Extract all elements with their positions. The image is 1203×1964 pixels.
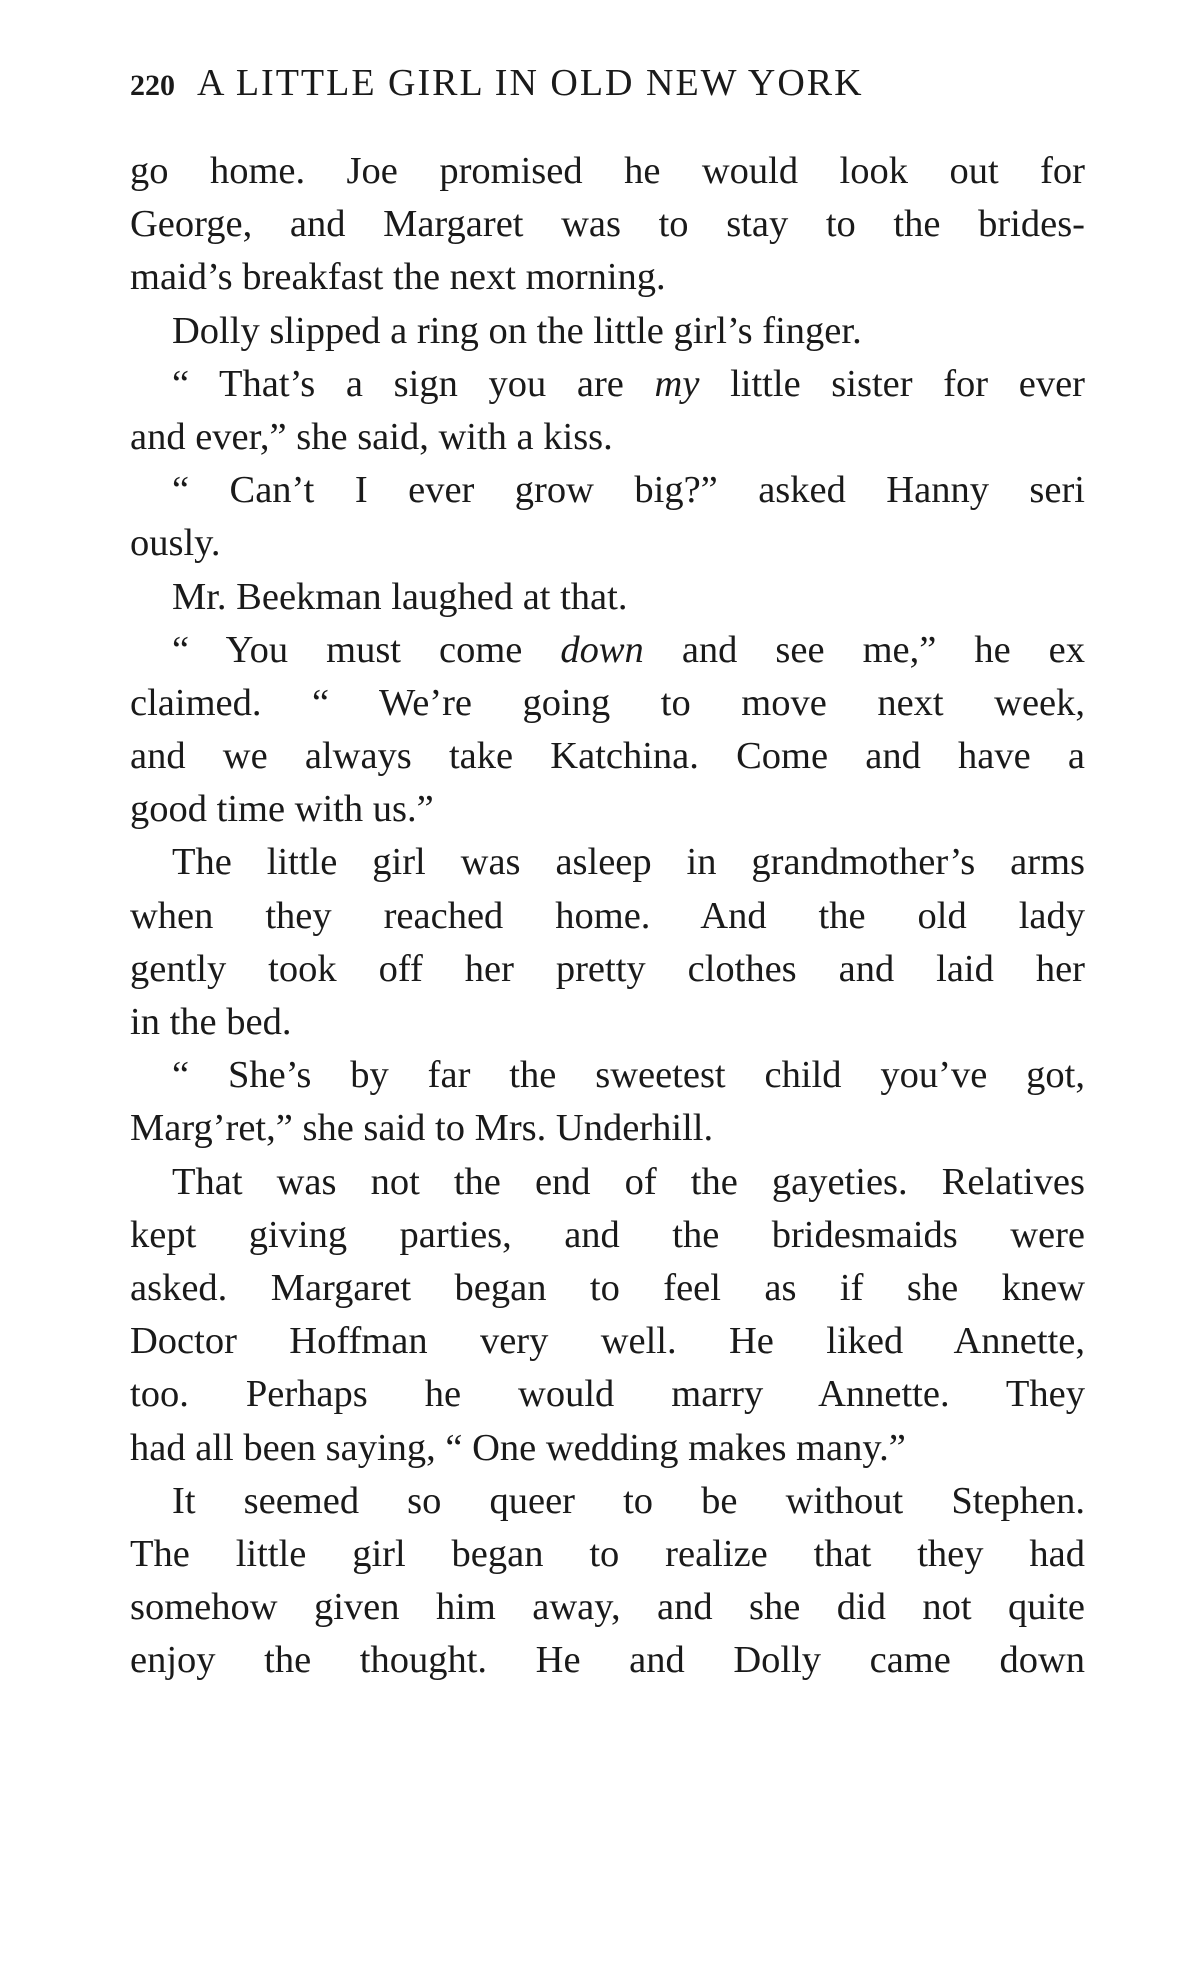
- text-line: [130, 358, 1085, 411]
- text-line: [130, 1475, 1085, 1528]
- text-line: [130, 624, 1085, 677]
- text-segment: too. Perhaps he would marry Annette. They: [130, 1373, 1085, 1416]
- italic-emphasis: my: [654, 362, 700, 405]
- text-segment: The little girl was asleep in grandmother’s arms: [172, 841, 1085, 884]
- text-line: [130, 1315, 1085, 1368]
- text-segment: “ You must come: [172, 628, 561, 671]
- text-line: [130, 198, 1085, 251]
- text-segment: maid’s breakfast the next morning.: [130, 256, 666, 299]
- text-line: [130, 943, 1085, 996]
- text-segment: go home. Joe promised he would look out for: [130, 150, 1085, 192]
- text-segment: and see me,” he ex: [643, 628, 1086, 671]
- text-segment: kept giving parties, and the bridesmaids were: [130, 1213, 1085, 1256]
- text-segment: Dolly slipped a ring on the little girl’s finger.: [172, 309, 862, 352]
- text-line: [130, 1209, 1085, 1262]
- text-segment: “ Can’t I ever grow big?” asked Hanny seri: [172, 469, 1085, 512]
- text-segment: The little girl began to realize that they had: [130, 1532, 1085, 1575]
- text-line: [130, 1634, 1085, 1687]
- text-segment: Mr. Beekman laughed at that.: [172, 575, 628, 618]
- text-segment: Doctor Hoffman very well. He liked Annette,: [130, 1320, 1085, 1363]
- text-line: [130, 1528, 1085, 1581]
- page-number: 220: [130, 69, 175, 102]
- text-segment: It seemed so queer to be without Stephen.: [172, 1479, 1085, 1522]
- text-segment: “ That’s a sign you are: [172, 362, 655, 405]
- text-line: [130, 517, 1085, 570]
- text-line: [130, 1049, 1085, 1102]
- text-segment: enjoy the thought. He and Dolly came down: [130, 1639, 1085, 1682]
- text-segment: Marg’ret,” she said to Mrs. Underhill.: [130, 1107, 714, 1150]
- text-segment: had all been saying, “ One wedding makes many.”: [130, 1426, 906, 1469]
- text-line: [130, 730, 1085, 783]
- italic-emphasis: down: [560, 628, 644, 671]
- text-line: [130, 464, 1085, 517]
- text-segment: “ She’s by far the sweetest child you’ve got,: [172, 1054, 1085, 1097]
- text-line: [130, 677, 1085, 730]
- text-line: [130, 836, 1085, 889]
- text-line: [130, 145, 1085, 198]
- text-segment: and we always take Katchina. Come and have a: [130, 735, 1085, 778]
- running-title: A LITTLE GIRL IN OLD NEW YORK: [197, 62, 864, 104]
- text-segment: when they reached home. And the old lady: [130, 894, 1085, 937]
- text-line: [130, 1156, 1085, 1209]
- text-line: [130, 1102, 1085, 1155]
- text-segment: somehow given him away, and she did not quite: [130, 1586, 1085, 1629]
- text-segment: That was not the end of the gayeties. Relatives: [172, 1160, 1085, 1203]
- text-line: [130, 1422, 1085, 1475]
- text-line: [130, 305, 1085, 358]
- running-head: [130, 58, 1090, 108]
- text-line: [130, 251, 1085, 304]
- text-segment: in the bed.: [130, 1001, 292, 1043]
- text-segment: good time with us.”: [130, 788, 434, 831]
- text-segment: asked. Margaret began to feel as if she knew: [130, 1266, 1085, 1309]
- text-segment: gently took off her pretty clothes and laid her: [130, 947, 1085, 990]
- text-segment: little sister for ever: [699, 362, 1086, 405]
- text-segment: and ever,” she said, with a kiss.: [130, 415, 613, 458]
- text-line: [130, 1262, 1085, 1315]
- body-text: [130, 145, 1085, 1687]
- text-line: [130, 783, 1085, 836]
- text-line: [130, 1368, 1085, 1421]
- text-segment: ously.: [130, 522, 221, 565]
- text-line: [130, 1581, 1085, 1634]
- text-line: [130, 411, 1085, 464]
- text-line: [130, 571, 1085, 624]
- text-line: [130, 996, 1085, 1049]
- text-segment: George, and Margaret was to stay to the brides-: [130, 203, 1085, 246]
- text-line: [130, 890, 1085, 943]
- text-segment: claimed. “ We’re going to move next week,: [130, 681, 1085, 724]
